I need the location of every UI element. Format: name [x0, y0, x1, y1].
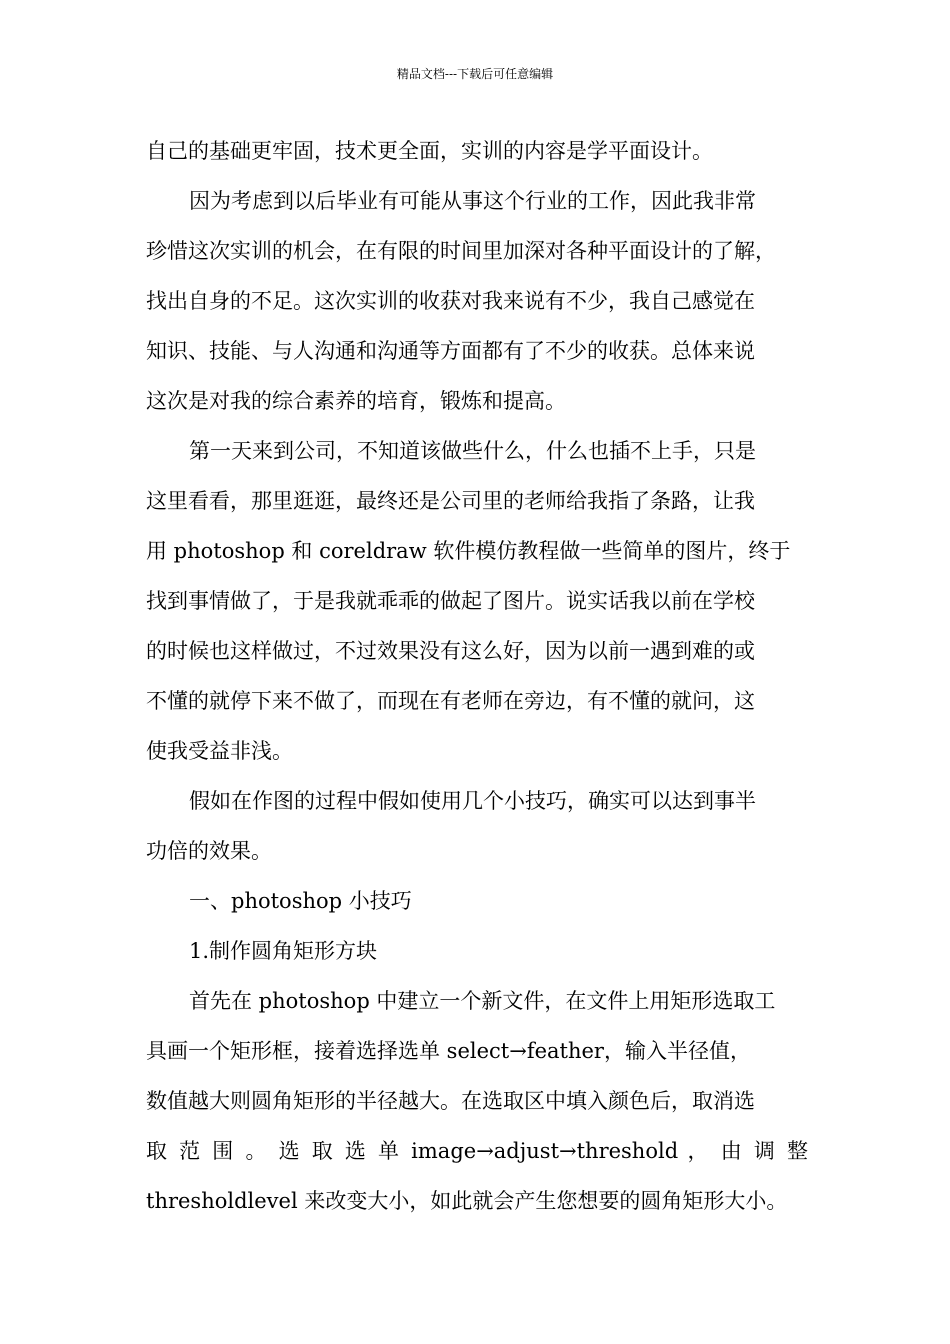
body-line: 找出自身的不足。这次实训的收获对我来说有不少，我自己感觉在 [146, 289, 755, 313]
body-line: 找到事情做了，于是我就乖乖的做起了图片。说实话我以前在学校 [146, 589, 755, 613]
body-line: 具画一个矩形框，接着选择选单 select→feather，输入半径值， [146, 1039, 751, 1063]
body-line: 假如在作图的过程中假如使用几个小技巧，确实可以达到事半 [189, 789, 756, 813]
body-line: 这里看看，那里逛逛，最终还是公司里的老师给我指了条路，让我 [146, 489, 755, 513]
body-line: 的时候也这样做过，不过效果没有这么好，因为以前一遇到难的或 [146, 639, 755, 663]
section-heading: 一、photoshop 小技巧 [189, 889, 412, 913]
body-line: 数值越大则圆角矩形的半径越大。在选取区中填入颜色后，取消选 [146, 1089, 755, 1113]
subsection-heading: 1.制作圆角矩形方块 [189, 939, 378, 963]
body-line: 功倍的效果。 [146, 839, 272, 863]
body-line: thresholdlevel 来改变大小，如此就会产生您想要的圆角矩形大小。 [146, 1189, 788, 1213]
body-line: 自己的基础更牢固，技术更全面，实训的内容是学平面设计。 [146, 139, 713, 163]
body-line: 第一天来到公司，不知道该做些什么，什么也插不上手，只是 [189, 439, 756, 463]
body-line: 使我受益非浅。 [146, 739, 293, 763]
body-line: 首先在 photoshop 中建立一个新文件，在文件上用矩形选取工 [189, 989, 776, 1013]
page-header: 精品文档---下载后可任意编辑 [396, 67, 554, 81]
body-line: 珍惜这次实训的机会，在有限的时间里加深对各种平面设计的了解， [146, 239, 776, 263]
body-line: 这次是对我的综合素养的培育，锻炼和提高。 [146, 389, 566, 413]
body-line: 取 范 围 。 选 取 选 单 image→adjust→threshold ， 由 调 整 [146, 1139, 808, 1163]
body-line: 不懂的就停下来不做了，而现在有老师在旁边，有不懂的就问，这 [146, 689, 755, 713]
body-line: 因为考虑到以后毕业有可能从事这个行业的工作，因此我非常 [189, 189, 756, 213]
document-body [146, 126, 808, 1226]
body-line: 用 photoshop 和 coreldraw 软件模仿教程做一些简单的图片，终于 [146, 539, 791, 563]
body-line: 知识、技能、与人沟通和沟通等方面都有了不少的收获。总体来说 [146, 339, 755, 363]
